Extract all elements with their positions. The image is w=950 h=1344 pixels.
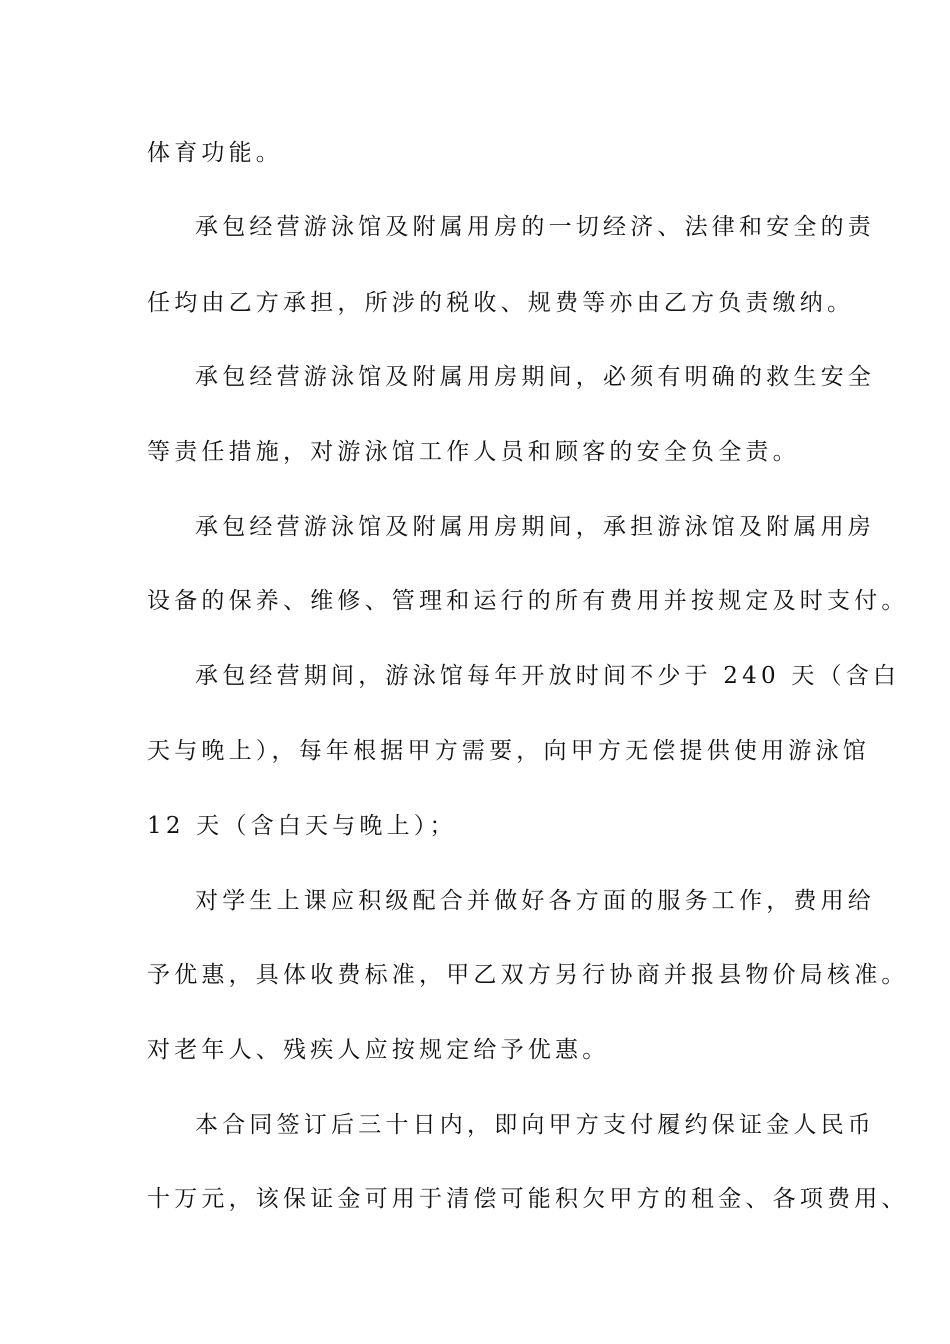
paragraph-line: 对学生上课应积级配合并做好各方面的服务工作，费用给 <box>195 888 875 914</box>
paragraph-line: 十万元，该保证金可用于清偿可能积欠甲方的租金、各项费用、 <box>147 1186 909 1212</box>
paragraph-line: 予优惠，具体收费标准，甲乙双方另行协商并报县物价局核准。 <box>147 962 909 988</box>
paragraph-line: 本合同签订后三十日内，即向甲方支付履约保证金人民币 <box>195 1112 875 1138</box>
paragraph-line: 对老年人、残疾人应按规定给予优惠。 <box>147 1037 610 1063</box>
paragraph-line: 天与晚上），每年根据甲方需要，向甲方无偿提供使用游泳馆 <box>147 738 870 764</box>
paragraph-line: 任均由乙方承担，所涉的税收、规费等亦由乙方负责缴纳。 <box>147 290 855 316</box>
paragraph-line: 承包经营游泳馆及附属用房的一切经济、法律和安全的责 <box>195 214 875 240</box>
paragraph-line: 体育功能。 <box>147 140 283 166</box>
paragraph-line: 等责任措施，对游泳馆工作人员和顾客的安全负全责。 <box>147 439 800 465</box>
paragraph-line: 设备的保养、维修、管理和运行的所有费用并按规定及时支付。 <box>147 588 909 614</box>
paragraph-line: 承包经营期间，游泳馆每年开放时间不少于 240 天（含白 <box>195 663 901 689</box>
paragraph-line: 12 天（含白天与晚上）； <box>147 813 457 839</box>
paragraph-line: 承包经营游泳馆及附属用房期间，承担游泳馆及附属用房 <box>195 514 875 540</box>
paragraph-line: 承包经营游泳馆及附属用房期间，必须有明确的救生安全 <box>195 364 875 390</box>
